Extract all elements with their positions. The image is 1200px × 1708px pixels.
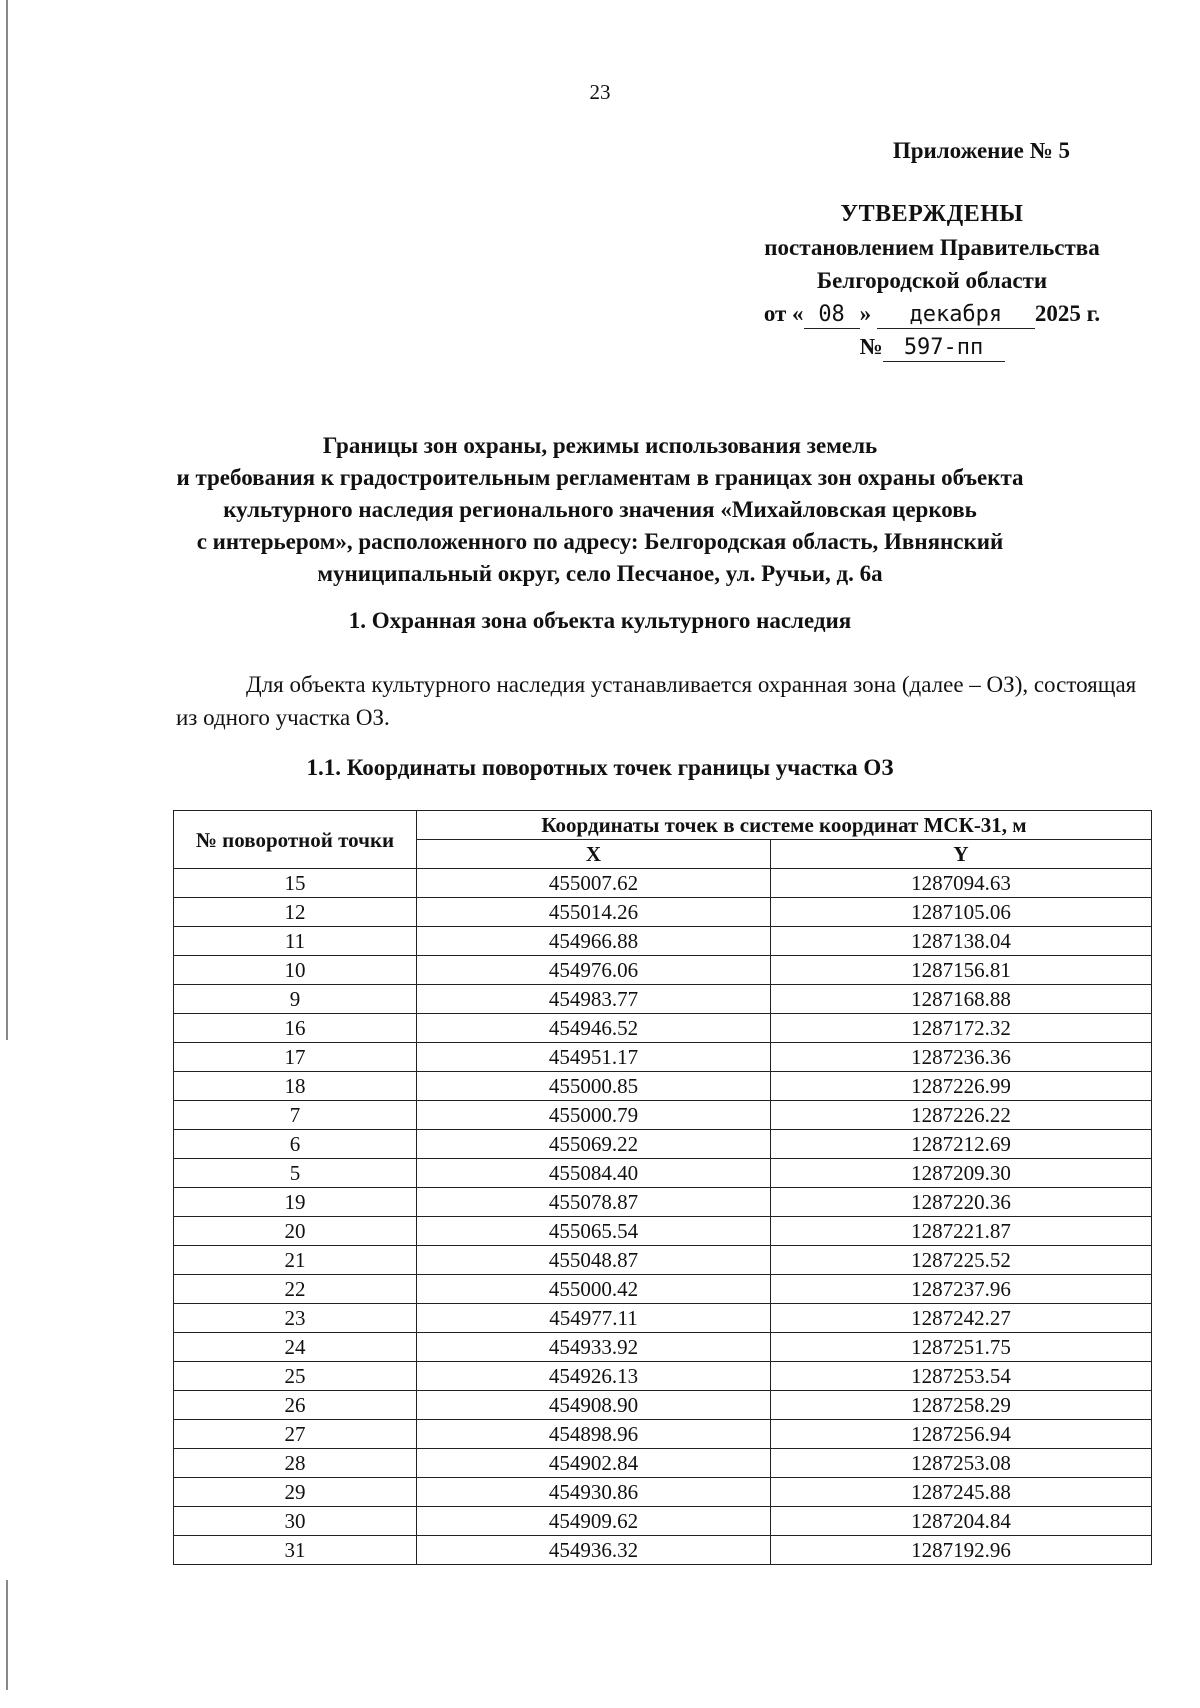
table-row (174, 985, 1152, 1014)
table-row (174, 1536, 1152, 1565)
coord-x: 454951.17 (417, 1043, 771, 1072)
table-row (174, 1420, 1152, 1449)
coord-y: 1287172.32 (771, 1014, 1152, 1043)
table-row (174, 1217, 1152, 1246)
coord-y: 1287168.88 (771, 985, 1152, 1014)
header-y: Y (771, 840, 1152, 869)
coord-y: 1287237.96 (771, 1275, 1152, 1304)
approval-line-2: Белгородской области (816, 268, 1048, 293)
coord-x: 454909.62 (417, 1507, 771, 1536)
header-x: X (417, 840, 771, 869)
table-row (174, 1275, 1152, 1304)
coord-y: 1287192.96 (771, 1536, 1152, 1565)
coord-y: 1287204.84 (771, 1507, 1152, 1536)
coord-y: 1287094.63 (771, 869, 1152, 898)
intro-paragraph-text: Для объекта культурного наследия устанавливается охранная зона (далее – ОЗ), состоящая из одного участка ОЗ. (176, 672, 1137, 730)
date-year: 2025 г. (1034, 301, 1101, 326)
point-number: 24 (174, 1333, 417, 1362)
section-title: 1. Охранная зона объекта культурного наследия (348, 608, 852, 633)
coord-x: 454902.84 (417, 1449, 771, 1478)
coord-y: 1287209.30 (771, 1159, 1152, 1188)
coord-x: 454946.52 (417, 1014, 771, 1043)
coord-y: 1287253.08 (771, 1449, 1152, 1478)
document-title-line: Границы зон охраны, режимы использования земель (322, 433, 878, 458)
coord-x: 454983.77 (417, 985, 771, 1014)
approval-line-1: постановлением Правительства (764, 235, 1100, 260)
appendix-label: Приложение № 5 (892, 138, 1070, 163)
table-row (174, 898, 1152, 927)
table-row (174, 1304, 1152, 1333)
table-row (174, 1391, 1152, 1420)
coord-y: 1287253.54 (771, 1362, 1152, 1391)
coord-y: 1287242.27 (771, 1304, 1152, 1333)
page-number: 23 (589, 80, 611, 104)
document-title (0, 430, 1200, 590)
table-row (174, 1072, 1152, 1101)
coord-x: 455084.40 (417, 1159, 771, 1188)
coord-y: 1287236.36 (771, 1043, 1152, 1072)
coord-y: 1287212.69 (771, 1130, 1152, 1159)
coord-x: 454926.13 (417, 1362, 771, 1391)
document-title-line: культурного наследия регионального значения «Михайловская церковь (223, 497, 977, 522)
point-number: 17 (174, 1043, 417, 1072)
coord-x: 455000.42 (417, 1275, 771, 1304)
scan-edge-mark (6, 1580, 8, 1690)
point-number: 23 (174, 1304, 417, 1333)
approved-heading: УТВЕРЖДЕНЫ (840, 201, 1024, 227)
point-number: 28 (174, 1449, 417, 1478)
point-number: 15 (174, 869, 417, 898)
coordinates-table-body (174, 869, 1152, 1565)
coord-y: 1287256.94 (771, 1420, 1152, 1449)
table-row (174, 1159, 1152, 1188)
document-title-line: муниципальный округ, село Песчаное, ул. Ручьи, д. 6а (317, 561, 883, 586)
approval-number (722, 330, 1142, 363)
intro-paragraph (176, 668, 1156, 734)
point-number: 18 (174, 1072, 417, 1101)
coord-y: 1287220.36 (771, 1188, 1152, 1217)
coord-y: 1287251.75 (771, 1333, 1152, 1362)
point-number: 21 (174, 1246, 417, 1275)
date-mid: » (859, 301, 872, 326)
point-number: 27 (174, 1420, 417, 1449)
point-number: 19 (174, 1188, 417, 1217)
coord-y: 1287156.81 (771, 956, 1152, 985)
date-prefix: от « (763, 301, 804, 326)
date-month-field: декабря (877, 302, 1035, 329)
coord-x: 454898.96 (417, 1420, 771, 1449)
coord-x: 454966.88 (417, 927, 771, 956)
table-row (174, 927, 1152, 956)
table-row (174, 1449, 1152, 1478)
point-number: 26 (174, 1391, 417, 1420)
point-number: 29 (174, 1478, 417, 1507)
table-row (174, 1188, 1152, 1217)
table-row (174, 1014, 1152, 1043)
point-number: 7 (174, 1101, 417, 1130)
point-number: 22 (174, 1275, 417, 1304)
coord-y: 1287245.88 (771, 1478, 1152, 1507)
header-coordinates: Координаты точек в системе координат МСК-31, м (417, 811, 1152, 840)
point-number: 9 (174, 985, 417, 1014)
coordinates-table (173, 810, 1152, 1565)
document-title-line: и требования к градостроительным регламентам в границах зон охраны объекта (176, 465, 1024, 490)
coord-x: 455078.87 (417, 1188, 771, 1217)
header-point-number: № поворотной точки (174, 811, 417, 869)
coord-y: 1287138.04 (771, 927, 1152, 956)
coord-x: 455048.87 (417, 1246, 771, 1275)
point-number: 25 (174, 1362, 417, 1391)
coord-y: 1287226.22 (771, 1101, 1152, 1130)
coord-x: 455007.62 (417, 869, 771, 898)
coord-x: 454933.92 (417, 1333, 771, 1362)
table-row (174, 1101, 1152, 1130)
coord-y: 1287258.29 (771, 1391, 1152, 1420)
coord-x: 455069.22 (417, 1130, 771, 1159)
coord-y: 1287221.87 (771, 1217, 1152, 1246)
table-row (174, 956, 1152, 985)
table-row (174, 1362, 1152, 1391)
approval-block (722, 198, 1142, 363)
coord-x: 454936.32 (417, 1536, 771, 1565)
point-number: 16 (174, 1014, 417, 1043)
table-row (174, 1333, 1152, 1362)
subsection-title: 1.1. Координаты поворотных точек границы участка ОЗ (306, 755, 894, 780)
coord-x: 455014.26 (417, 898, 771, 927)
point-number: 20 (174, 1217, 417, 1246)
coord-y: 1287226.99 (771, 1072, 1152, 1101)
number-prefix: № (859, 334, 883, 359)
approval-date (722, 297, 1142, 330)
table-row (174, 1130, 1152, 1159)
coord-x: 455000.79 (417, 1101, 771, 1130)
coord-x: 455065.54 (417, 1217, 771, 1246)
table-row (174, 1478, 1152, 1507)
point-number: 12 (174, 898, 417, 927)
point-number: 31 (174, 1536, 417, 1565)
table-row (174, 1246, 1152, 1275)
point-number: 5 (174, 1159, 417, 1188)
table-row (174, 1507, 1152, 1536)
table-row (174, 869, 1152, 898)
date-day-field: 08 (804, 302, 860, 329)
coord-x: 454908.90 (417, 1391, 771, 1420)
document-title-line: с интерьером», расположенного по адресу: Белгородская область, Ивнянский (196, 529, 1004, 554)
point-number: 11 (174, 927, 417, 956)
coord-x: 454976.06 (417, 956, 771, 985)
table-row (174, 1043, 1152, 1072)
point-number: 30 (174, 1507, 417, 1536)
point-number: 10 (174, 956, 417, 985)
point-number: 6 (174, 1130, 417, 1159)
number-value-field: 597-пп (883, 335, 1005, 362)
coord-x: 454977.11 (417, 1304, 771, 1333)
coord-y: 1287105.06 (771, 898, 1152, 927)
coord-x: 454930.86 (417, 1478, 771, 1507)
coord-x: 455000.85 (417, 1072, 771, 1101)
coord-y: 1287225.52 (771, 1246, 1152, 1275)
